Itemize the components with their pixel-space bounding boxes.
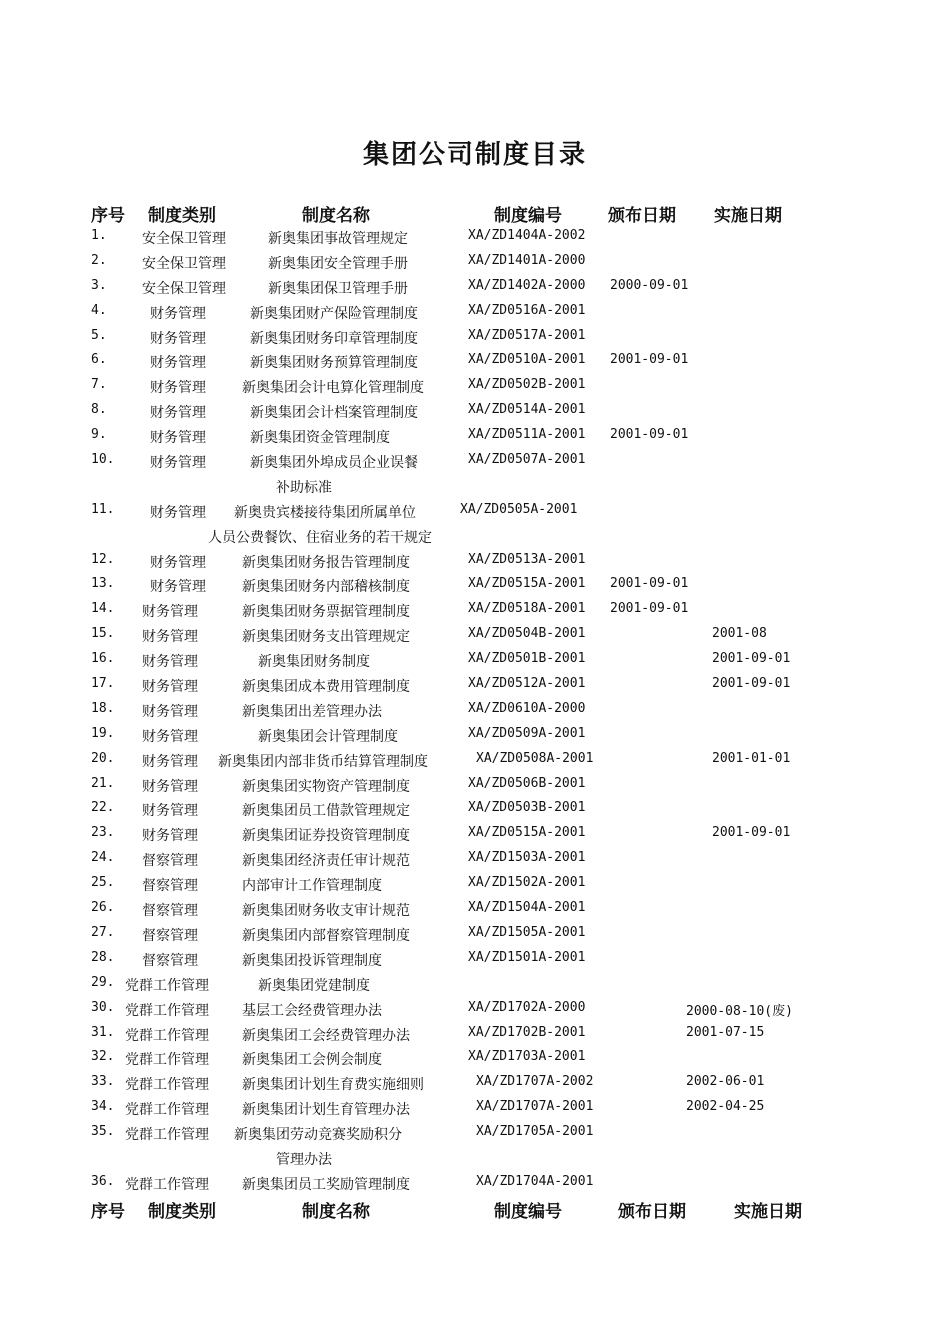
table-row [0, 873, 950, 898]
table-row [0, 350, 950, 375]
row-code: XA/ZD0515A-2001 [468, 825, 586, 841]
row-code: XA/ZD0517A-2001 [468, 327, 586, 343]
row-effective-date: 2001-09-01 [712, 651, 791, 667]
row-number: 34. [91, 1099, 115, 1115]
row-name: 新奥集团财务印章管理制度 [250, 330, 418, 347]
table-row [0, 550, 950, 575]
table-row [0, 724, 950, 749]
row-number: 36. [91, 1173, 115, 1189]
table-row [0, 1097, 950, 1122]
table-row [0, 1023, 950, 1048]
row-name: 新奥集团财产保险管理制度 [250, 305, 418, 322]
row-effective-date: 2001-07-15 [686, 1024, 765, 1040]
row-effective-date: 2001-09-01 [712, 825, 791, 841]
header-effective-date: 实施日期 [714, 206, 782, 226]
table-row [0, 998, 950, 1023]
row-code: XA/ZD0512A-2001 [468, 676, 586, 692]
row-code: XA/ZD0610A-2000 [468, 700, 586, 716]
row-category: 财务管理 [150, 330, 206, 347]
row-code: XA/ZD0503B-2001 [468, 800, 586, 816]
table-row [0, 774, 950, 799]
row-code: XA/ZD1702B-2001 [468, 1024, 586, 1040]
row-name: 新奥集团安全管理手册 [268, 255, 408, 272]
row-code: XA/ZD0514A-2001 [468, 402, 586, 418]
row-name: 新奥集团财务支出管理规定 [242, 629, 410, 646]
table-row [0, 375, 950, 400]
row-category: 督察管理 [142, 903, 198, 920]
row-number: 31. [91, 1024, 115, 1040]
row-category: 财务管理 [150, 380, 206, 397]
table-row [0, 1047, 950, 1072]
row-name: 新奥集团会计档案管理制度 [250, 405, 418, 422]
row-code: XA/ZD0511A-2001 [468, 427, 586, 443]
footer-header-issue-date: 颁布日期 [618, 1202, 686, 1222]
row-effective-date: 2002-04-25 [686, 1099, 765, 1115]
row-code: XA/ZD1703A-2001 [468, 1049, 586, 1065]
row-code: XA/ZD1707A-2002 [476, 1074, 594, 1090]
row-category: 财务管理 [142, 679, 198, 696]
row-number: 19. [91, 725, 115, 741]
row-number: 24. [91, 850, 115, 866]
row-category: 党群工作管理 [125, 977, 209, 994]
row-category: 党群工作管理 [125, 1102, 209, 1119]
row-name: 新奥集团事故管理规定 [268, 231, 408, 247]
table-row [0, 450, 950, 475]
row-code: XA/ZD1402A-2000 [468, 277, 586, 293]
row-name: 新奥集团劳动竞赛奖励积分 [234, 1127, 402, 1144]
row-number: 28. [91, 949, 115, 965]
row-effective-date: 2001-08 [712, 626, 767, 642]
row-issue-date: 2001-09-01 [610, 576, 689, 592]
row-name: 新奥集团财务内部稽核制度 [242, 579, 410, 596]
row-number: 14. [91, 601, 115, 617]
row-number: 33. [91, 1074, 115, 1090]
row-code: XA/ZD0516A-2001 [468, 302, 586, 318]
row-name: 新奥集团财务制度 [258, 654, 370, 671]
row-code: XA/ZD1502A-2001 [468, 875, 586, 891]
row-number: 22. [91, 800, 115, 816]
table-row [0, 1072, 950, 1097]
row-number: 1. [91, 228, 107, 243]
row-code: XA/ZD0506B-2001 [468, 775, 586, 791]
row-name: 新奥集团内部非货币结算管理制度 [218, 753, 428, 770]
row-code: XA/ZD0502B-2001 [468, 377, 586, 393]
row-name: 新奥集团财务预算管理制度 [250, 355, 418, 372]
row-name-continued: 管理办法 [276, 1151, 332, 1168]
table-header [0, 201, 950, 225]
table-row [0, 848, 950, 873]
table-row-continuation [0, 475, 950, 500]
row-category: 财务管理 [142, 703, 198, 720]
row-category: 财务管理 [150, 504, 206, 521]
row-number: 27. [91, 924, 115, 940]
row-code: XA/ZD0510A-2001 [468, 352, 586, 368]
row-category: 党群工作管理 [125, 1027, 209, 1044]
row-category: 党群工作管理 [125, 1127, 209, 1144]
row-number: 32. [91, 1049, 115, 1065]
row-number: 10. [91, 452, 115, 468]
row-number: 30. [91, 999, 115, 1015]
row-code: XA/ZD1705A-2001 [476, 1124, 594, 1140]
row-name: 新奥集团工会经费管理办法 [242, 1027, 410, 1044]
row-category: 财务管理 [150, 405, 206, 422]
row-category: 财务管理 [142, 629, 198, 646]
row-name: 新奥集团计划生育管理办法 [242, 1102, 410, 1119]
row-category: 财务管理 [142, 828, 198, 845]
table-row [0, 500, 950, 525]
row-category: 安全保卫管理 [142, 231, 226, 247]
row-code: XA/ZD0509A-2001 [468, 725, 586, 741]
row-code: XA/ZD1504A-2001 [468, 900, 586, 916]
row-number: 29. [91, 974, 115, 990]
footer-header-code: 制度编号 [494, 1202, 562, 1222]
row-code: XA/ZD0501B-2001 [468, 651, 586, 667]
table-row [0, 599, 950, 624]
table-row [0, 973, 950, 998]
row-category: 财务管理 [150, 455, 206, 472]
table-row [0, 400, 950, 425]
row-name: 新奥集团证券投资管理制度 [242, 828, 410, 845]
row-category: 财务管理 [142, 778, 198, 795]
row-name: 新奥集团内部督察管理制度 [242, 927, 410, 944]
row-issue-date: 2001-09-01 [610, 427, 689, 443]
row-number: 9. [91, 427, 107, 443]
row-number: 26. [91, 900, 115, 916]
row-category: 党群工作管理 [125, 1052, 209, 1069]
row-category: 督察管理 [142, 952, 198, 969]
row-category: 党群工作管理 [125, 1077, 209, 1094]
row-code: XA/ZD1404A-2002 [468, 228, 586, 243]
header-name: 制度名称 [302, 206, 370, 226]
table-row [0, 624, 950, 649]
row-code: XA/ZD0508A-2001 [476, 750, 594, 766]
header-code: 制度编号 [494, 206, 562, 226]
row-number: 17. [91, 676, 115, 692]
row-code: XA/ZD1401A-2000 [468, 252, 586, 268]
row-name: 新奥集团保卫管理手册 [268, 280, 408, 297]
table-row-continuation [0, 525, 950, 550]
table-footer-header [0, 1197, 950, 1221]
row-issue-date: 2000-09-01 [610, 277, 689, 293]
row-name: 新奥集团员工借款管理规定 [242, 803, 410, 820]
table-row [0, 923, 950, 948]
row-code: XA/ZD1503A-2001 [468, 850, 586, 866]
row-number: 23. [91, 825, 115, 841]
row-category: 党群工作管理 [125, 1002, 209, 1019]
row-number: 35. [91, 1124, 115, 1140]
row-category: 财务管理 [150, 554, 206, 571]
row-category: 督察管理 [142, 853, 198, 870]
row-name: 新奥集团投诉管理制度 [242, 952, 382, 969]
page-title: 集团公司制度目录 [362, 140, 587, 170]
row-issue-date: 2001-09-01 [610, 352, 689, 368]
row-effective-date: 2000-08-10(废) [686, 1003, 793, 1019]
row-code: XA/ZD1704A-2001 [476, 1173, 594, 1189]
footer-header-effective-date: 实施日期 [734, 1202, 802, 1222]
row-name: 新奥集团会计管理制度 [258, 728, 398, 745]
row-name: 新奥集团党建制度 [258, 977, 370, 994]
row-name: 新奥集团财务报告管理制度 [242, 554, 410, 571]
row-category: 财务管理 [142, 728, 198, 745]
row-number: 20. [91, 750, 115, 766]
row-number: 18. [91, 700, 115, 716]
table-row [0, 1172, 950, 1197]
row-effective-date: 2001-01-01 [712, 750, 791, 766]
row-code: XA/ZD1501A-2001 [468, 949, 586, 965]
row-code: XA/ZD0507A-2001 [468, 452, 586, 468]
row-code: XA/ZD0504B-2001 [468, 626, 586, 642]
row-category: 财务管理 [142, 604, 198, 621]
row-effective-date: 2001-09-01 [712, 676, 791, 692]
table-row [0, 276, 950, 301]
row-number: 21. [91, 775, 115, 791]
row-name: 新奥贵宾楼接待集团所属单位 [234, 504, 416, 521]
row-category: 督察管理 [142, 878, 198, 895]
row-category: 财务管理 [150, 305, 206, 322]
row-issue-date: 2001-09-01 [610, 601, 689, 617]
header-category: 制度类别 [148, 206, 216, 226]
row-number: 7. [91, 377, 107, 393]
row-number: 2. [91, 252, 107, 268]
row-number: 8. [91, 402, 107, 418]
table-row [0, 948, 950, 973]
row-name: 新奥集团实物资产管理制度 [242, 778, 410, 795]
row-name: 新奥集团经济责任审计规范 [242, 853, 410, 870]
row-name-continued: 补助标准 [276, 479, 332, 496]
row-number: 6. [91, 352, 107, 368]
row-category: 财务管理 [142, 803, 198, 820]
row-name: 新奥集团成本费用管理制度 [242, 679, 410, 696]
row-category: 安全保卫管理 [142, 255, 226, 272]
row-effective-date: 2002-06-01 [686, 1074, 765, 1090]
row-name: 新奥集团出差管理办法 [242, 703, 382, 720]
row-code: XA/ZD1707A-2001 [476, 1099, 594, 1115]
table-row [0, 749, 950, 774]
row-number: 16. [91, 651, 115, 667]
row-number: 12. [91, 551, 115, 567]
row-name: 新奥集团资金管理制度 [250, 430, 390, 447]
table-row [0, 649, 950, 674]
table-row [0, 674, 950, 699]
row-name-continued: 人员公费餐饮、住宿业务的若干规定 [208, 529, 432, 546]
row-name: 新奥集团财务收支审计规范 [242, 903, 410, 920]
row-name: 新奥集团外埠成员企业误餐 [250, 455, 418, 472]
row-name: 基层工会经费管理办法 [242, 1002, 382, 1019]
row-category: 财务管理 [142, 753, 198, 770]
header-no: 序号 [91, 206, 125, 226]
row-category: 财务管理 [150, 355, 206, 372]
table-row [0, 226, 950, 251]
regulation-list [0, 226, 950, 1197]
row-number: 4. [91, 302, 107, 318]
table-row [0, 699, 950, 724]
footer-header-category: 制度类别 [148, 1202, 216, 1222]
header-issue-date: 颁布日期 [608, 206, 676, 226]
row-number: 3. [91, 277, 107, 293]
table-row [0, 251, 950, 276]
table-row [0, 823, 950, 848]
row-name: 新奥集团会计电算化管理制度 [242, 380, 424, 397]
row-number: 13. [91, 576, 115, 592]
table-row [0, 798, 950, 823]
row-category: 督察管理 [142, 927, 198, 944]
row-category: 安全保卫管理 [142, 280, 226, 297]
footer-header-no: 序号 [91, 1202, 125, 1222]
row-code: XA/ZD1505A-2001 [468, 924, 586, 940]
footer-header-name: 制度名称 [302, 1202, 370, 1222]
row-number: 15. [91, 626, 115, 642]
row-code: XA/ZD0513A-2001 [468, 551, 586, 567]
row-category: 财务管理 [142, 654, 198, 671]
table-row [0, 301, 950, 326]
row-name: 新奥集团计划生育费实施细则 [242, 1077, 424, 1094]
row-code: XA/ZD0515A-2001 [468, 576, 586, 592]
row-code: XA/ZD0518A-2001 [468, 601, 586, 617]
row-name: 新奥集团财务票据管理制度 [242, 604, 410, 621]
row-name: 新奥集团员工奖励管理制度 [242, 1176, 410, 1193]
row-name: 内部审计工作管理制度 [242, 878, 382, 895]
table-row [0, 326, 950, 351]
table-row-continuation [0, 1147, 950, 1172]
table-row [0, 574, 950, 599]
row-number: 25. [91, 875, 115, 891]
row-name: 新奥集团工会例会制度 [242, 1052, 382, 1069]
row-number: 5. [91, 327, 107, 343]
row-code: XA/ZD0505A-2001 [460, 501, 578, 517]
table-row [0, 1122, 950, 1147]
row-code: XA/ZD1702A-2000 [468, 999, 586, 1015]
row-category: 财务管理 [150, 430, 206, 447]
row-number: 11. [91, 501, 115, 517]
table-row [0, 425, 950, 450]
row-category: 财务管理 [150, 579, 206, 596]
table-row [0, 898, 950, 923]
row-category: 党群工作管理 [125, 1176, 209, 1193]
